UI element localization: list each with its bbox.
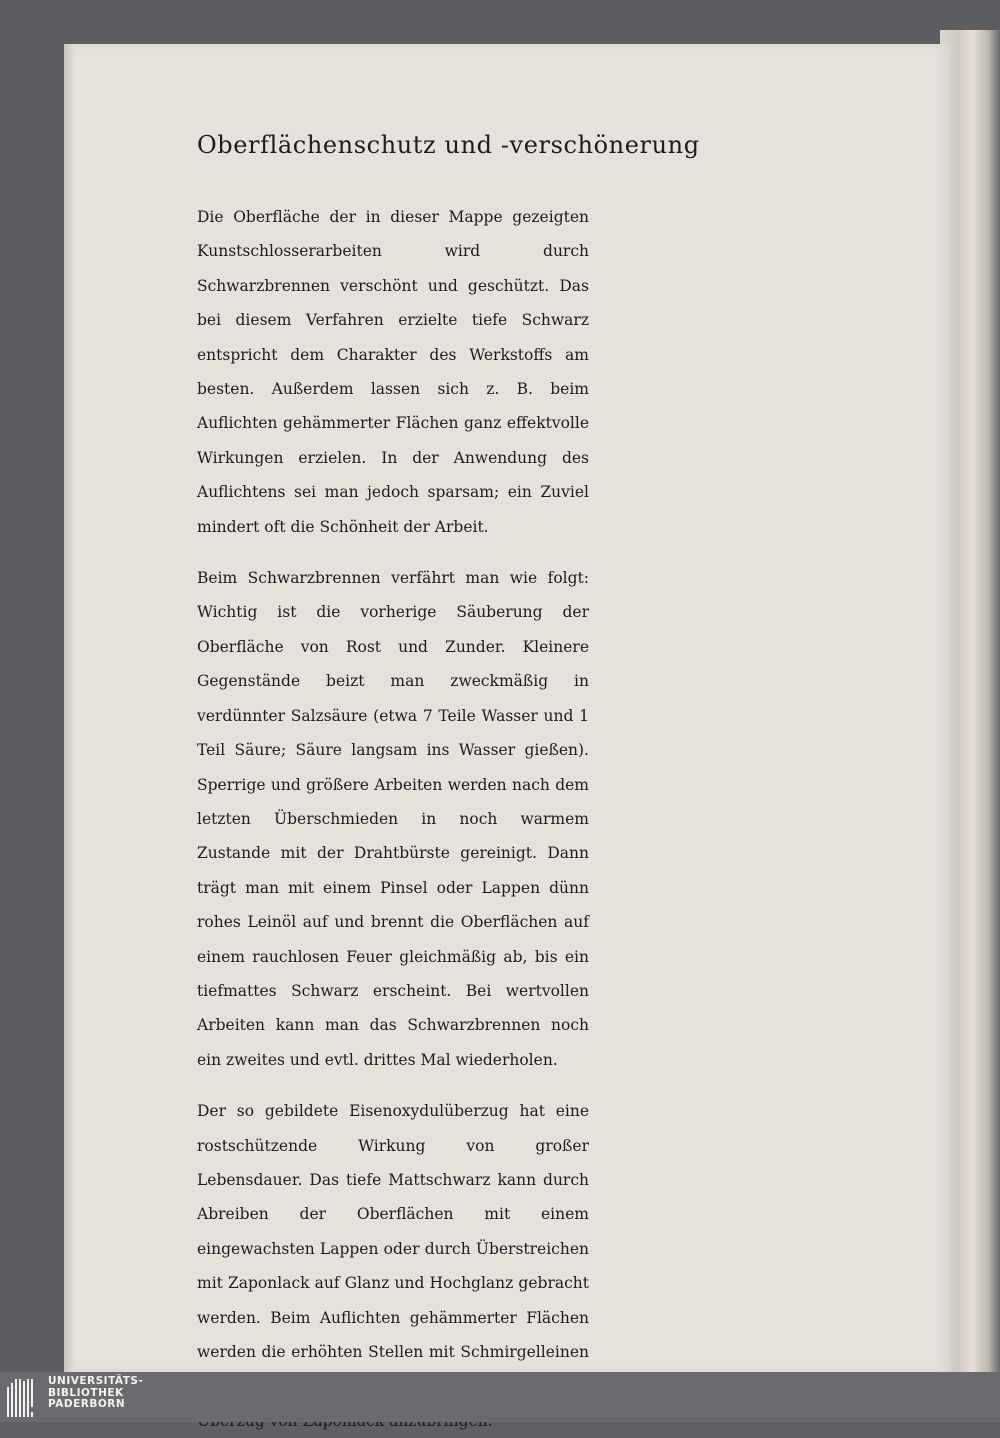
page-gutter-shadow [64, 44, 76, 1372]
page-text-block [197, 122, 700, 1438]
paragraph-1: Die Oberfläche der in dieser Mappe gezeigten Kunstschlosserarbeiten wird durch Schwarzbrennen verschönt und geschützt. Das bei diesem Verfahren erzielte tiefe Schwarz entspricht dem Charakter des Werkstoffs am besten. Außerdem lassen sich z. B. beim Auflichten gehämmerter Flächen ganz effektvolle Wirkungen erzielen. In der Anwendung des Auflichtens sei man jedoch sparsam; ein Zuviel mindert oft die Schönheit der Arbeit. [197, 208, 589, 536]
paragraph-3: Der so gebildete Eisenoxydulüberzug hat eine rostschützende Wirkung von großer Lebensdauer. Das tiefe Mattschwarz kann durch Abreiben der Oberflächen mit einem eingewachsten Lappen oder durch Überstreichen mit Zaponlack auf Glanz und Hochglanz gebracht werden. Beim Auflichten gehämmerter Flächen werden die erhöhten Stellen mit Schmirgelleinen [197, 1102, 589, 1361]
library-footer-bar [0, 1372, 1000, 1422]
paragraph-2: Beim Schwarzbrennen verfährt man wie folgt: Wichtig ist die vorherige Säuberung der Oberfläche von Rost und Zunder. Kleinere Gegenstände beizt man zweckmäßig in verdünnter Salzsäure (etwa 7 Teile Wasser und 1 Teil Säure; Säure langsam ins Wasser gießen). Sperrige und größere Arbeiten werden nach dem letzten Überschmieden in noch warmem Zustande mit der Drahtbürste gereinigt. Dann trägt man mit einem Pinsel oder Lappen dünn rohes Leinöl auf und brennt die Oberflächen auf einem rauchlosen Feuer gleichmäßig ab, bis ein tiefmattes Schwarz erscheint. Bei wertvollen Arbeiten kann man das Schwarzbrennen noch ein zweites und evtl. drittes Mal wiederholen. [197, 569, 589, 1069]
logo-line-1: UNIVERSITÄTS- [48, 1375, 144, 1387]
library-logo-icon [6, 1379, 42, 1419]
logo-line-3: PADERBORN [48, 1398, 126, 1410]
library-logo-text [48, 1376, 143, 1411]
logo-line-2: BIBLIOTHEK [48, 1386, 124, 1399]
page-heading: Oberflächenschutz und -verschönerung [197, 131, 700, 159]
